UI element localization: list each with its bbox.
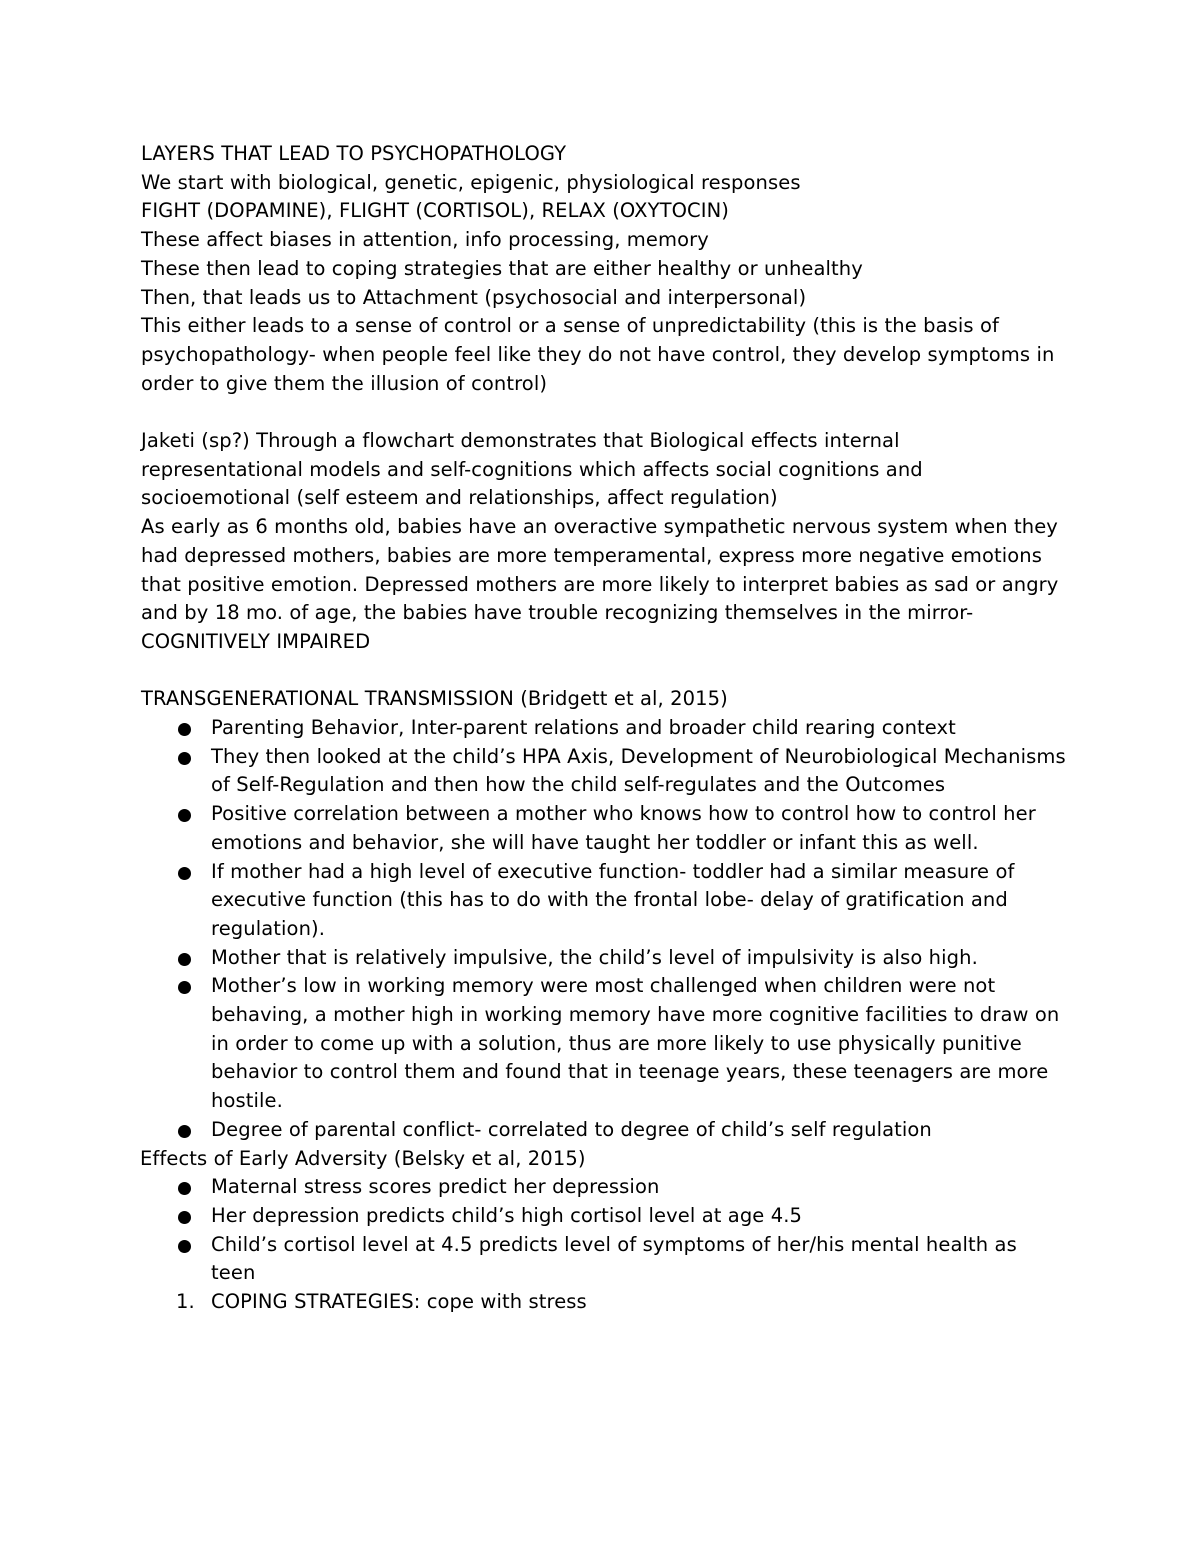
section-title-transgenerational: TRANSGENERATIONAL TRANSMISSION (Bridgett et al, 2015) — [141, 687, 728, 711]
section-title-early-adversity: Effects of Early Adversity (Belsky et al, 2015) — [140, 1146, 586, 1170]
text-line: These affect biases in attention, info processing, memory — [141, 228, 709, 252]
list-item — [141, 714, 1066, 743]
document-body — [141, 140, 1066, 1317]
list-item-text: Degree of parental conflict- correlated to degree of child’s self regulation — [211, 1117, 932, 1141]
list-item-text: Her depression predicts child’s high cortisol level at age 4.5 — [211, 1203, 803, 1227]
bullet-icon — [178, 809, 191, 822]
list-item — [141, 743, 1066, 800]
bullet-icon — [178, 981, 191, 994]
bullet-icon — [178, 1240, 191, 1253]
text-line: FIGHT (DOPAMINE), FLIGHT (CORTISOL), RELAX (OXYTOCIN) — [141, 199, 730, 223]
list-item-text: They then looked at the child’s HPA Axis, Development of Neurobiological Mechanisms of Self-Regulation and then how the child self-regulates and the Outcomes — [211, 744, 1066, 797]
list-item — [141, 800, 1066, 857]
list-item — [141, 1202, 1066, 1231]
list-item — [141, 944, 1066, 973]
bullet-icon — [178, 953, 191, 966]
numbered-item-text: COPING STRATEGIES: cope with stress — [211, 1290, 587, 1314]
list-item-text: Child’s cortisol level at 4.5 predicts level of symptoms of her/his mental health as teen — [211, 1232, 1017, 1285]
text-paragraph: Jaketi (sp?) Through a flowchart demonstrates that Biological effects internal representational models and self-cognitions which affects social cognitions and socioemotional (self esteem and relationships, affect regulation) — [141, 429, 923, 510]
text-line: These then lead to coping strategies that are either healthy or unhealthy — [141, 256, 863, 280]
blank-line — [141, 657, 1066, 686]
bullet-icon — [178, 867, 191, 880]
numbered-item — [141, 1288, 1066, 1317]
text-paragraph: This either leads to a sense of control or a sense of unpredictability (this is the basis of psychopathology- when people feel like they do not have control, they develop symptoms in order to give them the illusion of control) — [141, 314, 1055, 395]
text-line: We start with biological, genetic, epigenic, physiological responses — [141, 170, 801, 194]
bullet-icon — [178, 723, 191, 736]
blank-line — [141, 398, 1066, 427]
list-item-text: Mother’s low in working memory were most challenged when children were not behaving, a mother high in working memory have more cognitive facilities to draw on in order to come up with a solution, thus are more likely to use physically punitive behavior to control them and found that in teenage years, these teenagers are more hostile. — [211, 974, 1060, 1113]
text-paragraph: As early as 6 months old, babies have an overactive sympathetic nervous system when they had depressed mothers, babies are more temperamental, express more negative emotions that positive emotion. Depressed mothers are more likely to interpret babies as sad or angry and by 18 mo. of age, the babies have trouble recognizing themselves in the mirror- COGNITIVELY IMPAIRED — [141, 515, 1059, 653]
list-item-text: Parenting Behavior, Inter-parent relations and broader child rearing context — [211, 716, 956, 740]
numbered-list — [141, 1288, 1066, 1317]
bullet-list — [141, 1173, 1066, 1288]
bullet-icon — [178, 752, 191, 765]
section-title-layers: LAYERS THAT LEAD TO PSYCHOPATHOLOGY — [141, 142, 567, 165]
list-item — [141, 1173, 1066, 1202]
list-item — [141, 972, 1066, 1116]
list-item-text: Mother that is relatively impulsive, the child’s level of impulsivity is also high. — [211, 945, 978, 969]
item-number: 1. — [176, 1290, 195, 1314]
list-item-text: If mother had a high level of executive function- toddler had a similar measure of executive function (this has to do with the frontal lobe- delay of gratification and regulation). — [211, 859, 1015, 940]
bullet-icon — [178, 1182, 191, 1195]
list-item-text: Maternal stress scores predict her depression — [211, 1175, 660, 1199]
list-item — [141, 1231, 1066, 1288]
list-item-text: Positive correlation between a mother who knows how to control how to control her emotions and behavior, she will have taught her toddler or infant this as well. — [211, 802, 1036, 854]
bullet-list — [141, 714, 1066, 1145]
bullet-icon — [178, 1125, 191, 1138]
text-line: Then, that leads us to Attachment (psychosocial and interpersonal) — [141, 285, 807, 309]
bullet-icon — [178, 1211, 191, 1224]
list-item — [141, 1116, 1066, 1145]
list-item — [141, 858, 1066, 944]
